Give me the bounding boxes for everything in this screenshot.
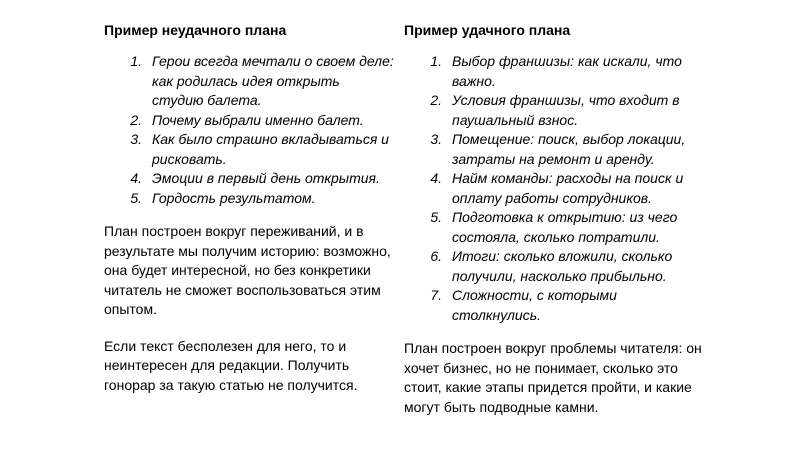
list-item-number: 5. bbox=[130, 189, 142, 206]
list-item-text: Помещение: поиск, выбор локации, затраты на ремонт и аренду. bbox=[452, 131, 686, 167]
list-item-number: 1. bbox=[430, 53, 442, 69]
list-item-text: Выбор франшизы: как искали, что важно. bbox=[452, 53, 682, 89]
list-item-text: Эмоции в первый день открытия. bbox=[152, 170, 380, 186]
list-item-text: Найм команды: расходы на поиск и оплату работы сотрудников. bbox=[452, 170, 684, 206]
good-plan-explanation: План построен вокруг проблемы читателя: он хочет бизнес, но не понимает, сколько это стоит, какие этапы придется пройти, и какие могут быть подводные камни. bbox=[404, 340, 702, 415]
list-item bbox=[404, 208, 704, 247]
list-item-number: 4. bbox=[130, 170, 142, 186]
bad-plan-title: Пример неудачного плана bbox=[104, 22, 287, 38]
list-item bbox=[404, 286, 704, 325]
good-plan-column bbox=[404, 21, 704, 434]
list-item-number: 5. bbox=[430, 209, 442, 225]
list-item-number: 3. bbox=[130, 131, 142, 147]
good-plan-title: Пример удачного плана bbox=[404, 22, 571, 38]
good-plan-list bbox=[404, 52, 704, 325]
list-item-text: Подготовка к открытию: из чего состояла, сколько потратили. bbox=[452, 209, 678, 245]
list-item-number: 2. bbox=[430, 92, 442, 108]
list-item-number: 3. bbox=[430, 131, 442, 147]
list-item bbox=[404, 130, 704, 169]
list-item-number: 1. bbox=[130, 53, 142, 69]
list-item-text: Как было страшно вкладываться и рисковать. bbox=[152, 131, 389, 167]
bad-plan-list bbox=[104, 52, 394, 208]
list-item bbox=[404, 52, 704, 91]
list-item-number: 7. bbox=[430, 287, 442, 303]
list-item bbox=[104, 111, 394, 131]
list-item bbox=[104, 189, 394, 209]
list-item bbox=[404, 91, 704, 130]
list-item-text: Итоги: сколько вложили, сколько получили, насколько прибыльно. bbox=[452, 248, 673, 284]
bad-plan-explanation: План построен вокруг переживаний, и в результате мы получим историю: возможно, она будет интересной, но без конкретики читатель не сможет воспользоваться этим опытом. bbox=[104, 223, 391, 317]
list-item bbox=[104, 52, 394, 111]
list-item-text: Почему выбрали именно балет. bbox=[152, 111, 364, 128]
list-item-number: 4. bbox=[430, 170, 442, 186]
list-item-number: 2. bbox=[130, 111, 142, 128]
list-item bbox=[404, 247, 704, 286]
list-item-text: Гордость результатом. bbox=[152, 189, 316, 206]
list-item-number: 6. bbox=[430, 248, 442, 264]
list-item bbox=[404, 169, 704, 208]
bad-plan-column bbox=[104, 21, 394, 412]
list-item-text: Условия франшизы, что входит в паушальный взнос. bbox=[452, 92, 680, 128]
list-item-text: Сложности, с которыми столкнулись. bbox=[452, 287, 617, 323]
list-item bbox=[104, 169, 394, 189]
list-item bbox=[104, 130, 394, 169]
list-item-text: Герои всегда мечтали о своем деле: как родилась идея открыть студию балета. bbox=[152, 53, 394, 108]
bad-plan-conclusion: Если текст бесполезен для него, то и неинтересен для редакции. Получить гонорар за такую статью не получится. bbox=[104, 337, 358, 393]
